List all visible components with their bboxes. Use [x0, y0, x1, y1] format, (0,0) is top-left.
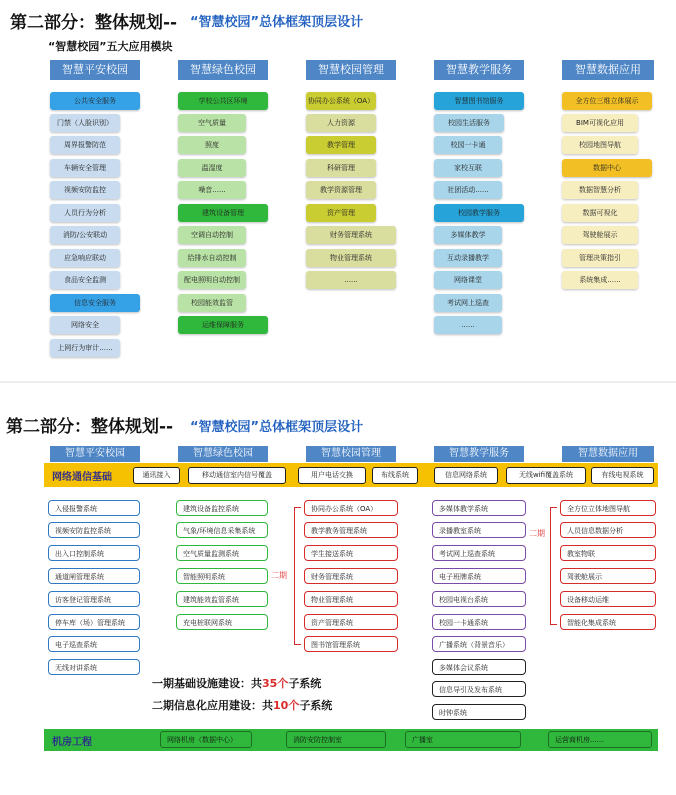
module-item: 考试网上巡查 [434, 294, 502, 312]
system-item: 建筑能效监管系统 [176, 591, 268, 607]
module-item: ...... [306, 271, 396, 289]
summary-phase-one-prefix: 一期基础设施建设：共 [152, 677, 262, 690]
page-subtitle: “智慧校园”总体框架顶层设计 [190, 15, 364, 30]
section2-subtitle: “智慧校园”总体框架顶层设计 [190, 420, 364, 435]
phase-two-bracket [294, 507, 301, 645]
system-item: 气象/环境信息采集系统 [176, 522, 268, 538]
system-item: 设备移动运维 [560, 591, 656, 607]
summary-phase-two-suffix: 子系统 [299, 699, 333, 712]
system-item: 出入口控制系统 [48, 545, 140, 561]
module-item: 数据中心 [562, 159, 652, 177]
summary-phase-one-suffix: 子系统 [288, 677, 322, 690]
module-item: 家校互联 [434, 159, 502, 177]
system-item: 多媒体教学系统 [432, 500, 526, 516]
system-item: 校园电视台系统 [432, 591, 526, 607]
module-item: 温湿度 [178, 159, 246, 177]
module-item: 教学管理 [306, 136, 376, 154]
machine-room-item: 运营商机房...... [548, 731, 652, 748]
machine-room-item: 广播室 [405, 731, 521, 748]
module-item: ...... [434, 316, 502, 334]
module-item: 照度 [178, 136, 246, 154]
section-divider [0, 381, 676, 383]
module-item: 管理决策指引 [562, 249, 638, 267]
system-item: 财务管理系统 [304, 568, 398, 584]
module-item: 校园一卡通 [434, 136, 502, 154]
module-item: 公共安全服务 [50, 92, 140, 110]
system-item: 入侵报警系统 [48, 500, 140, 516]
header-safe-campus: 智慧平安校园 [50, 60, 140, 80]
system-item: 智能化集成系统 [560, 614, 656, 630]
section-top [0, 0, 676, 380]
system-item: 电子巡查系统 [48, 636, 140, 652]
system-item: 智能照明系统 [176, 568, 268, 584]
system-item: 广播系统（背景音乐） [432, 636, 526, 652]
module-item: 视频安防监控 [50, 181, 120, 199]
module-item: 物业管理系统 [306, 249, 396, 267]
module-item: 给排水自动控制 [178, 249, 246, 267]
module-item: 建筑设备管理 [178, 204, 268, 222]
module-item: 食品安全监测 [50, 271, 120, 289]
network-item: 布线系统 [372, 467, 418, 484]
summary-phase-one-count: 35个 [262, 677, 289, 690]
header-data-application: 智慧数据应用 [562, 60, 654, 80]
system-item: 校园一卡通系统 [432, 614, 526, 630]
module-item: 网络安全 [50, 316, 120, 334]
system-item: 图书馆管理系统 [304, 636, 398, 652]
machine-room-label: 机房工程 [52, 737, 92, 748]
network-item: 信息网络系统 [434, 467, 498, 484]
module-item: 全方位三维立体展示 [562, 92, 652, 110]
module-item: 校园地图导航 [562, 136, 638, 154]
system-item: 学生接送系统 [304, 545, 398, 561]
machine-room-item: 消防安防控制室 [286, 731, 386, 748]
section2-title: 第二部分：整体规划-- [6, 417, 174, 437]
module-item: 校园生活服务 [434, 114, 504, 132]
module-item: 噪音...... [178, 181, 246, 199]
module-item: 上网行为审计...... [50, 339, 120, 357]
phase-two-bracket [550, 507, 557, 625]
module-item: BIM可视化应用 [562, 114, 638, 132]
module-item: 人力资源 [306, 114, 376, 132]
system-item: 多媒体会议系统 [432, 659, 526, 675]
system-item: 信息导引及发布系统 [432, 681, 526, 697]
header-green-campus: 智慧绿色校园 [178, 60, 268, 80]
summary-phase-two-prefix: 二期信息化应用建设：共 [152, 699, 273, 712]
network-item: 移动通信室内信号覆盖 [188, 467, 286, 484]
summary-phase-two [152, 697, 332, 713]
module-item: 信息安全服务 [50, 294, 140, 312]
module-item: 学校公共区环境 [178, 92, 268, 110]
summary-phase-two-count: 10个 [273, 699, 300, 712]
module-item: 数据可视化 [562, 204, 638, 222]
system-item: 教学教务管理系统 [304, 522, 398, 538]
network-item: 通讯接入 [133, 467, 180, 484]
module-item: 资产管理 [306, 204, 376, 222]
module-item: 网络课堂 [434, 271, 502, 289]
module-item: 门禁（人脸识别） [50, 114, 120, 132]
header-campus-management: 智慧校园管理 [306, 60, 396, 80]
system-item: 无线对讲系统 [48, 659, 140, 675]
system-item: 通道闸管理系统 [48, 568, 140, 584]
system-item: 驾驶舱展示 [560, 568, 656, 584]
phase-two-label: 二期 [529, 529, 545, 538]
header-green-campus: 智慧绿色校园 [178, 446, 268, 462]
module-item: 人员行为分析 [50, 204, 120, 222]
module-item: 驾驶舱展示 [562, 226, 638, 244]
module-item: 数据智慧分析 [562, 181, 638, 199]
module-item: 应急响应联动 [50, 249, 120, 267]
header-safe-campus: 智慧平安校园 [50, 446, 140, 462]
system-item: 视频安防监控系统 [48, 522, 140, 538]
module-item: 校园能效监管 [178, 294, 246, 312]
system-item: 协同办公系统（OA） [304, 500, 398, 516]
module-item: 周界报警防范 [50, 136, 120, 154]
system-item: 资产管理系统 [304, 614, 398, 630]
module-item: 运维保障服务 [178, 316, 268, 334]
header-teaching-service: 智慧教学服务 [434, 60, 524, 80]
system-item: 访客登记管理系统 [48, 591, 140, 607]
header-data-application: 智慧数据应用 [562, 446, 654, 462]
system-item: 空气质量监测系统 [176, 545, 268, 561]
system-item: 充电桩联网系统 [176, 614, 268, 630]
module-item: 教学资源管理 [306, 181, 376, 199]
module-item: 智慧图书馆服务 [434, 92, 524, 110]
modules-heading: “智慧校园”五大应用模块 [48, 40, 173, 53]
module-item: 消防/公安联动 [50, 226, 120, 244]
module-item: 社团活动...... [434, 181, 502, 199]
summary-phase-one [152, 675, 321, 691]
network-label: 网络通信基础 [52, 472, 112, 483]
module-item: 财务管理系统 [306, 226, 396, 244]
system-item: 考试网上巡查系统 [432, 545, 526, 561]
system-item: 录播教室系统 [432, 522, 526, 538]
system-item: 人员信息数据分析 [560, 522, 656, 538]
module-item: 协同办公系统（OA） [306, 92, 376, 110]
network-item: 无线wifi覆盖系统 [506, 467, 586, 484]
module-item: 校园教学服务 [434, 204, 524, 222]
page-title: 第二部分：整体规划-- [10, 13, 178, 33]
system-item: 建筑设备监控系统 [176, 500, 268, 516]
module-item: 空调自动控制 [178, 226, 246, 244]
module-item: 配电照明自动控制 [178, 271, 246, 289]
system-item: 教室物联 [560, 545, 656, 561]
system-item: 全方位立体地图导航 [560, 500, 656, 516]
phase-two-label: 二期 [271, 571, 287, 580]
header-teaching-service: 智慧教学服务 [434, 446, 524, 462]
system-item: 物业管理系统 [304, 591, 398, 607]
module-item: 多媒体教学 [434, 226, 502, 244]
module-item: 互动录播教学 [434, 249, 502, 267]
system-item: 电子班牌系统 [432, 568, 526, 584]
system-item: 停车库（场）管理系统 [48, 614, 140, 630]
network-item: 有线电视系统 [591, 467, 654, 484]
module-item: 车辆安全管理 [50, 159, 120, 177]
module-item: 空气质量 [178, 114, 246, 132]
system-item: 时钟系统 [432, 704, 526, 720]
machine-room-item: 网络机房（数据中心） [160, 731, 252, 748]
module-item: 系统集成...... [562, 271, 638, 289]
header-campus-management: 智慧校园管理 [306, 446, 396, 462]
network-item: 用户电话交换 [298, 467, 366, 484]
module-item: 科研管理 [306, 159, 376, 177]
